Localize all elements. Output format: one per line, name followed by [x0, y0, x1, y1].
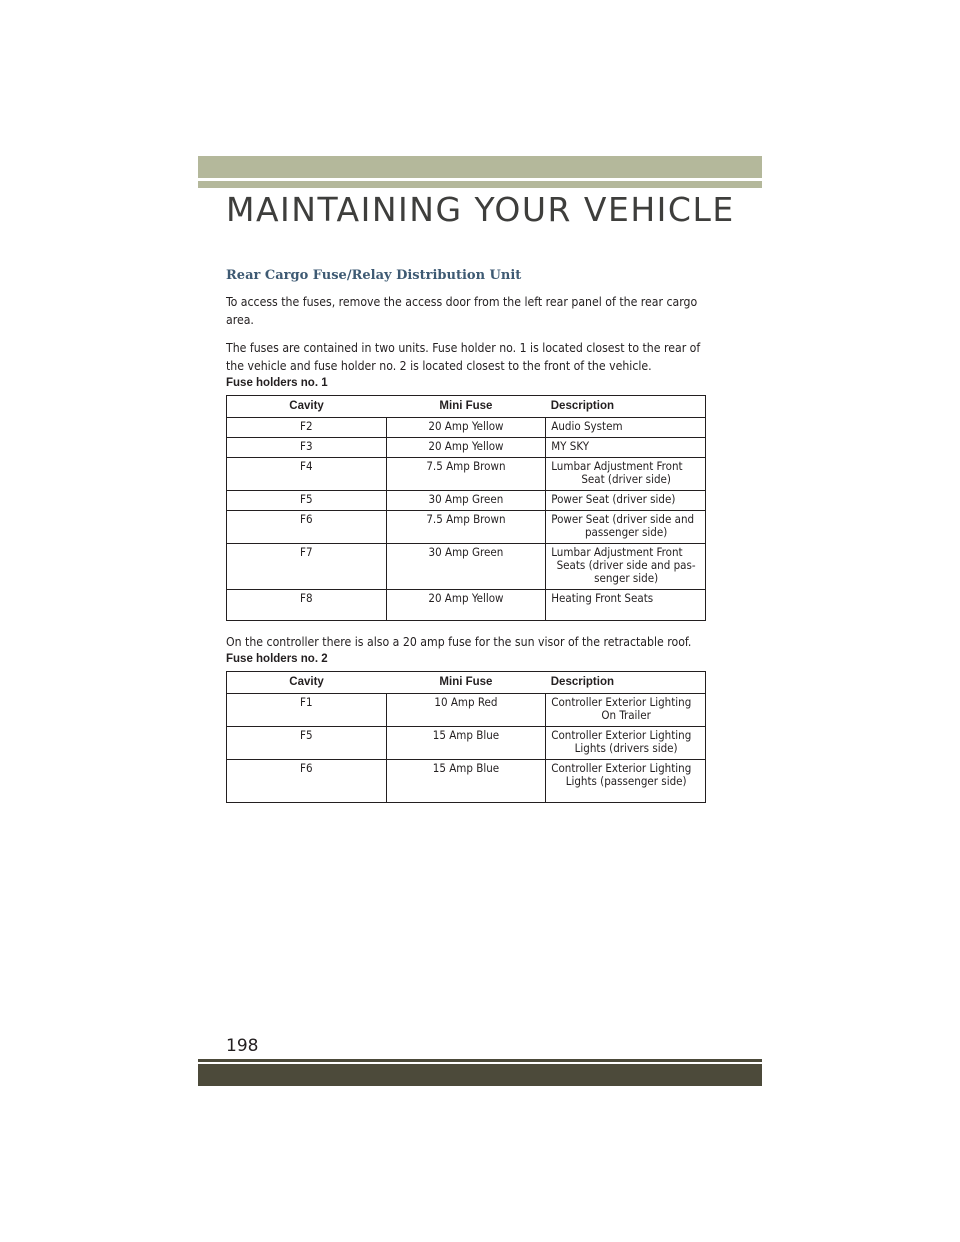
page-number: 198 [226, 1036, 259, 1056]
cavity-cell: F7 [227, 544, 387, 590]
table1-body [227, 418, 706, 621]
mini-fuse-cell: 20 Amp Yellow [386, 590, 546, 621]
footer-rule [198, 1059, 762, 1062]
table-row [227, 511, 706, 544]
mini-fuse-cell: 30 Amp Green [386, 544, 546, 590]
header-rule [198, 181, 762, 188]
table-row [227, 458, 706, 491]
description-cell [546, 491, 706, 511]
table-row [227, 694, 706, 727]
table1-header-description: Description [546, 396, 706, 418]
header-band [198, 156, 762, 178]
description-line: Lumbar Adjustment Front [551, 459, 683, 473]
cavity-cell: F5 [227, 727, 387, 760]
description-line: Controller Exterior Lighting [551, 695, 692, 709]
description-cell [546, 727, 706, 760]
table-row [227, 590, 706, 621]
description-line: MY SKY [551, 439, 590, 453]
description-line: Seat (driver side) [581, 472, 671, 486]
description-line: Lumbar Adjustment Front [551, 545, 683, 559]
cavity-cell: F6 [227, 760, 387, 803]
cavity-cell: F1 [227, 694, 387, 727]
cavity-cell: F4 [227, 458, 387, 491]
table-row [227, 760, 706, 803]
table-row [227, 491, 706, 511]
description-line: passenger side) [584, 525, 668, 539]
description-line: Audio System [551, 419, 623, 433]
fuse-table-2 [226, 671, 706, 803]
page-content [226, 268, 706, 815]
table1-caption: Fuse holders no. 1 [226, 377, 328, 389]
description-line: Controller Exterior Lighting [551, 728, 692, 742]
description-cell [546, 544, 706, 590]
cavity-cell: F5 [227, 491, 387, 511]
description-line: On Trailer [601, 708, 651, 722]
description-line: Seats (driver side and pas- [556, 558, 696, 572]
table2-header-description: Description [546, 672, 706, 694]
description-line: Lights (passenger side) [565, 774, 687, 788]
description-cell [546, 694, 706, 727]
cavity-cell: F3 [227, 438, 387, 458]
description-cell [546, 418, 706, 438]
mini-fuse-cell: 15 Amp Blue [386, 727, 546, 760]
description-cell [546, 760, 706, 803]
subheading: Rear Cargo Fuse/Relay Distribution Unit [226, 268, 522, 283]
mini-fuse-cell: 30 Amp Green [386, 491, 546, 511]
table2-body [227, 694, 706, 803]
mini-fuse-cell: 15 Amp Blue [386, 760, 546, 803]
description-cell [546, 590, 706, 621]
table1-header-fuse: Mini Fuse [386, 396, 546, 418]
mini-fuse-cell: 7.5 Amp Brown [386, 458, 546, 491]
paragraph-fuse-units: The fuses are contained in two units. Fuse holder no. 1 is located closest to the rear of the vehicle and fuse holder no. 2 is located closest to the front of the vehicle. [226, 341, 701, 373]
paragraph-access: To access the fuses, remove the access door from the left rear panel of the rear cargo area. [226, 295, 698, 327]
description-cell [546, 511, 706, 544]
description-line: Power Seat (driver side) [551, 492, 676, 506]
description-line: senger side) [594, 571, 659, 585]
paragraph-sun-visor: On the controller there is also a 20 amp fuse for the sun visor of the retractable roof. [226, 635, 692, 649]
mini-fuse-cell: 20 Amp Yellow [386, 438, 546, 458]
footer-band [198, 1064, 762, 1086]
description-line: Power Seat (driver side and [551, 512, 695, 526]
mini-fuse-cell: 10 Amp Red [386, 694, 546, 727]
table2-header-cavity: Cavity [227, 672, 387, 694]
cavity-cell: F8 [227, 590, 387, 621]
table1-header-row [227, 396, 706, 418]
fuse-table-1 [226, 395, 706, 621]
description-line: Lights (drivers side) [574, 741, 678, 755]
mini-fuse-cell: 20 Amp Yellow [386, 418, 546, 438]
table2-header-row [227, 672, 706, 694]
table-row [227, 438, 706, 458]
cavity-cell: F2 [227, 418, 387, 438]
mini-fuse-cell: 7.5 Amp Brown [386, 511, 546, 544]
section-title: MAINTAINING YOUR VEHICLE [226, 190, 735, 229]
table-row [227, 418, 706, 438]
description-line: Controller Exterior Lighting [551, 761, 692, 775]
cavity-cell: F6 [227, 511, 387, 544]
description-line: Heating Front Seats [551, 591, 654, 605]
table-row [227, 544, 706, 590]
table-row [227, 727, 706, 760]
table2-caption: Fuse holders no. 2 [226, 653, 328, 665]
table1-header-cavity: Cavity [227, 396, 387, 418]
description-cell [546, 458, 706, 491]
table2-header-fuse: Mini Fuse [386, 672, 546, 694]
description-cell [546, 438, 706, 458]
